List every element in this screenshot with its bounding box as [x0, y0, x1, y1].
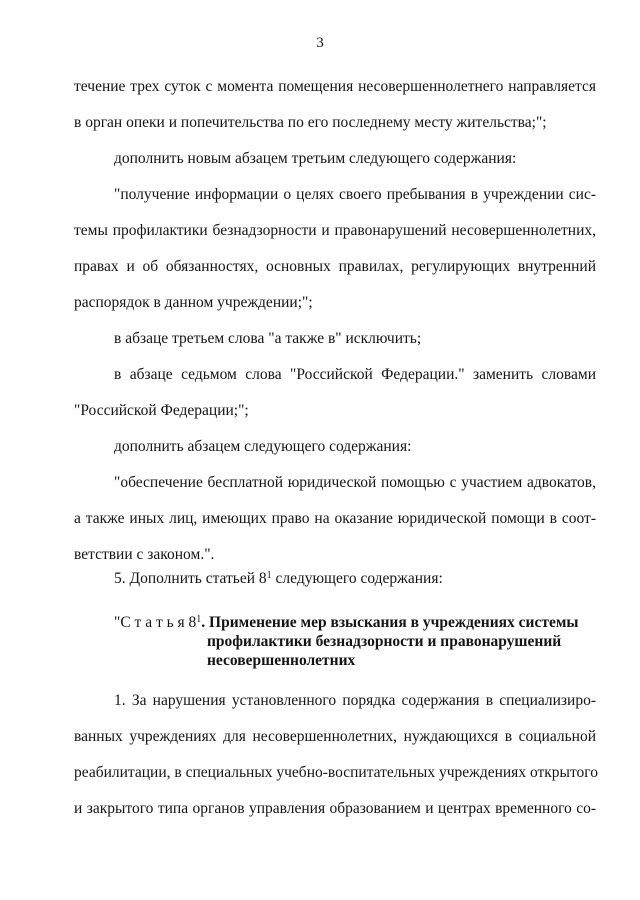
text-line: "Российской Федерации;";: [74, 402, 249, 419]
text-line: в абзаце третьем слова "а также в" исключить;: [114, 330, 422, 347]
page-number: 3: [316, 35, 324, 51]
text-line: ветствии с законом.".: [74, 546, 215, 563]
item-5: [114, 569, 443, 589]
article-sup: 1: [196, 614, 202, 625]
item-5-sup: 1: [266, 570, 272, 581]
article-title-line3: несовершеннолетних: [207, 652, 356, 669]
text-line: правах и об обязанностях, основных правилах, регулирующих внутренний: [74, 258, 596, 275]
text-line: 1. За нарушения установленного порядка содержания в специализиро-: [114, 692, 596, 709]
text-line: в орган опеки и попечительства по его последнему месту жительства;";: [74, 114, 547, 131]
text-line: и закрытого типа органов управления образованием и центрах временного со-: [74, 800, 596, 817]
text-line: реабилитации, в специальных учебно-воспитательных учреждениях открытого: [74, 764, 598, 781]
article-title-line2: профилактики безнадзорности и правонарушений: [207, 633, 562, 650]
article-label: "С т а т ь я 8: [114, 614, 197, 631]
text-line: в абзаце седьмом слова "Российской Федерации." заменить словами: [114, 366, 596, 383]
text-line: темы профилактики безнадзорности и правонарушений несовершеннолетних,: [74, 222, 596, 239]
text-line: а также иных лиц, имеющих право на оказание юридической помощи в соот-: [74, 510, 596, 527]
text-line: распорядок в данном учреждении;";: [74, 294, 313, 311]
article-title-line1: . Применение мер взыскания в учреждениях системы: [201, 614, 579, 631]
text-line: "обеспечение бесплатной юридической помощью с участием адвокатов,: [114, 474, 596, 491]
text-line: "получение информации о целях своего пребывания в учреждении сис-: [114, 186, 596, 203]
text-line: ванных учреждениях для несовершеннолетних, нуждающихся в социальной: [74, 728, 596, 745]
item-5-text: 5. Дополнить статьей 8: [114, 570, 267, 587]
text-line: дополнить новым абзацем третьим следующего содержания:: [114, 150, 517, 167]
text-line: дополнить абзацем следующего содержания:: [114, 438, 412, 455]
article-heading: [114, 613, 579, 633]
text-line: течение трех суток с момента помещения несовершеннолетнего направляется: [74, 78, 596, 95]
item-5-rest: следующего содержания:: [271, 570, 443, 587]
